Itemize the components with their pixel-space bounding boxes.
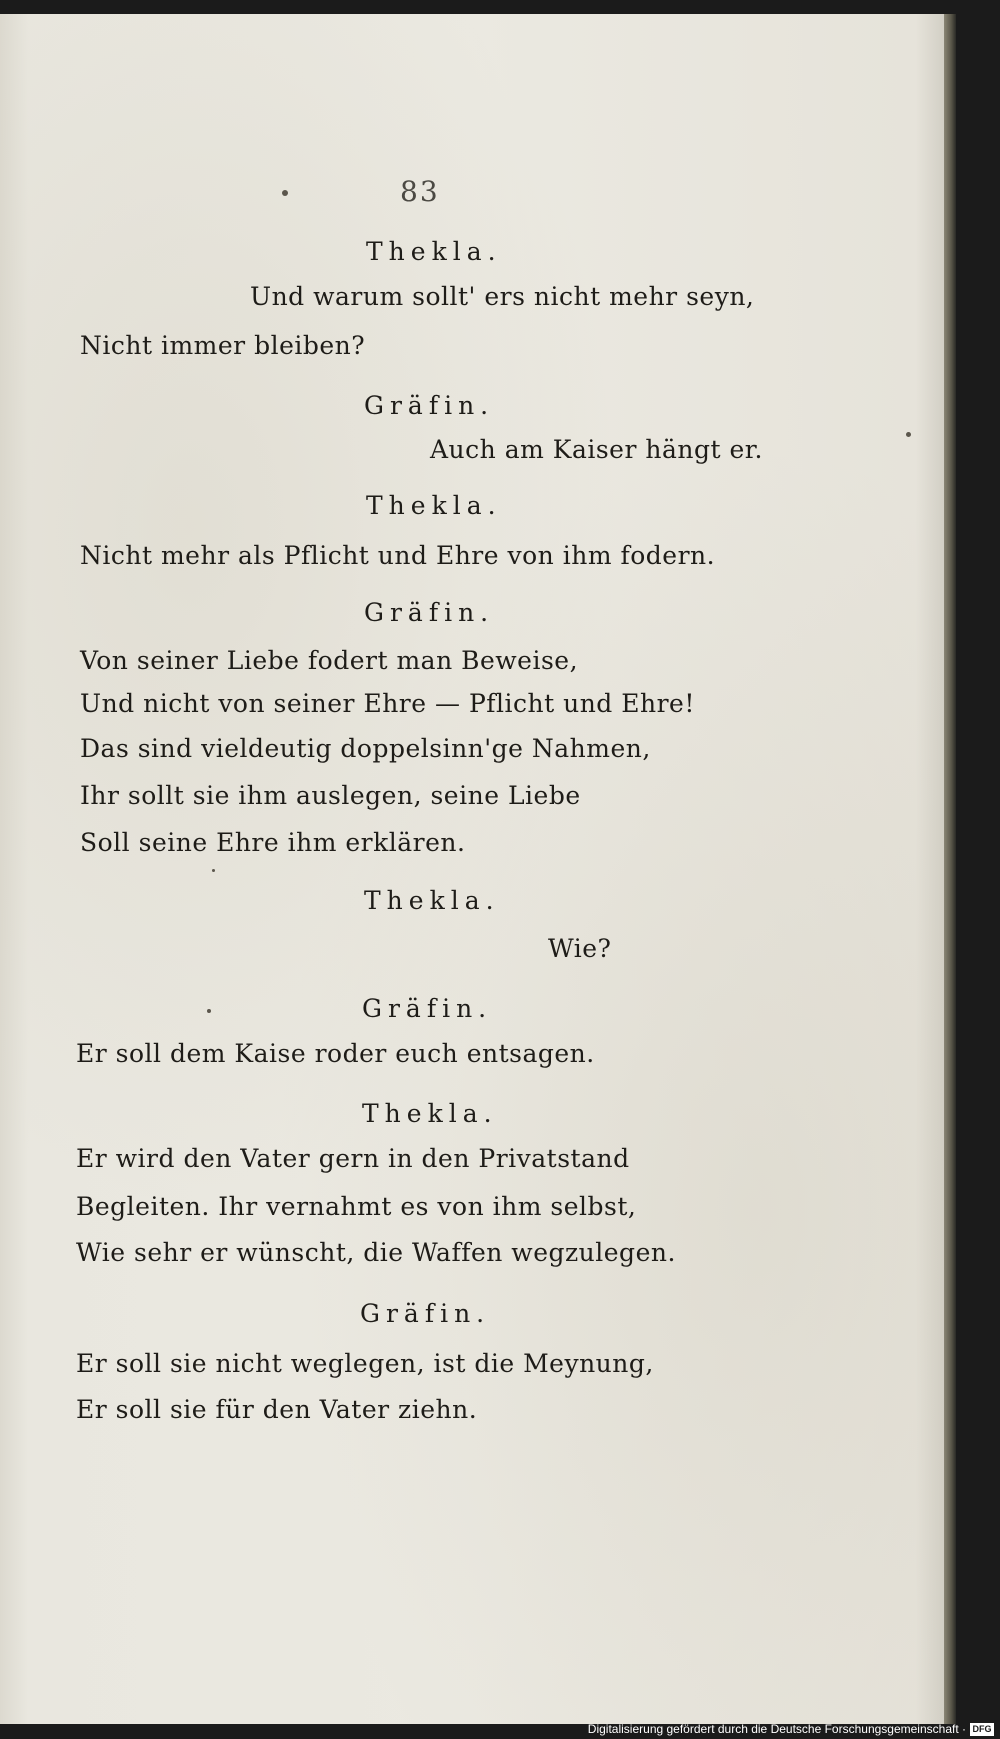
- speaker-thekla: Thekla.: [362, 1099, 498, 1128]
- verse-line: Er soll sie nicht weglegen, ist die Meynung,: [76, 1349, 654, 1378]
- speaker-thekla: Thekla.: [364, 886, 500, 915]
- ink-speck: [207, 1009, 211, 1013]
- speaker-graefin: Gräfin.: [364, 391, 495, 420]
- verse-line: Das sind vieldeutig doppelsinn'ge Nahmen,: [80, 734, 651, 763]
- verse-line: Er soll sie für den Vater ziehn.: [76, 1395, 478, 1424]
- verse-line: Von seiner Liebe fodert man Beweise,: [80, 646, 579, 675]
- book-page: [0, 14, 944, 1724]
- verse-line: Er wird den Vater gern in den Privatstand: [76, 1144, 630, 1173]
- verse-line: Wie?: [548, 934, 612, 963]
- dfg-logo: DFG: [970, 1723, 994, 1736]
- digitization-credit: Digitalisierung gefördert durch die Deutsche Forschungsgemeinschaft ·: [587, 1722, 966, 1736]
- speaker-thekla: Thekla.: [366, 491, 502, 520]
- verse-line: Und nicht von seiner Ehre — Pflicht und Ehre!: [80, 689, 695, 718]
- verse-line: Er soll dem Kaise roder euch entsagen.: [76, 1039, 595, 1068]
- book-spine-edge: [944, 14, 956, 1724]
- page-text: [0, 14, 944, 1724]
- verse-line: Wie sehr er wünscht, die Waffen wegzulegen.: [76, 1238, 676, 1267]
- page-number: 83: [400, 175, 440, 208]
- speaker-graefin: Gräfin.: [364, 598, 495, 627]
- ink-speck: [906, 432, 911, 437]
- verse-line: Begleiten. Ihr vernahmt es von ihm selbst,: [76, 1192, 637, 1221]
- verse-line: Nicht mehr als Pflicht und Ehre von ihm fodern.: [80, 541, 716, 570]
- verse-line: Auch am Kaiser hängt er.: [430, 435, 763, 464]
- speaker-graefin: Gräfin.: [362, 994, 493, 1023]
- speaker-thekla: Thekla.: [366, 237, 502, 266]
- verse-line: Und warum sollt' ers nicht mehr seyn,: [250, 282, 755, 311]
- verse-line: Nicht immer bleiben?: [80, 331, 366, 360]
- verse-line: Ihr sollt sie ihm auslegen, seine Liebe: [80, 781, 581, 810]
- speaker-graefin: Gräfin.: [360, 1299, 491, 1328]
- verse-line: Soll seine Ehre ihm erklären.: [80, 828, 466, 857]
- ink-speck: [282, 190, 288, 196]
- ink-speck: [212, 869, 215, 872]
